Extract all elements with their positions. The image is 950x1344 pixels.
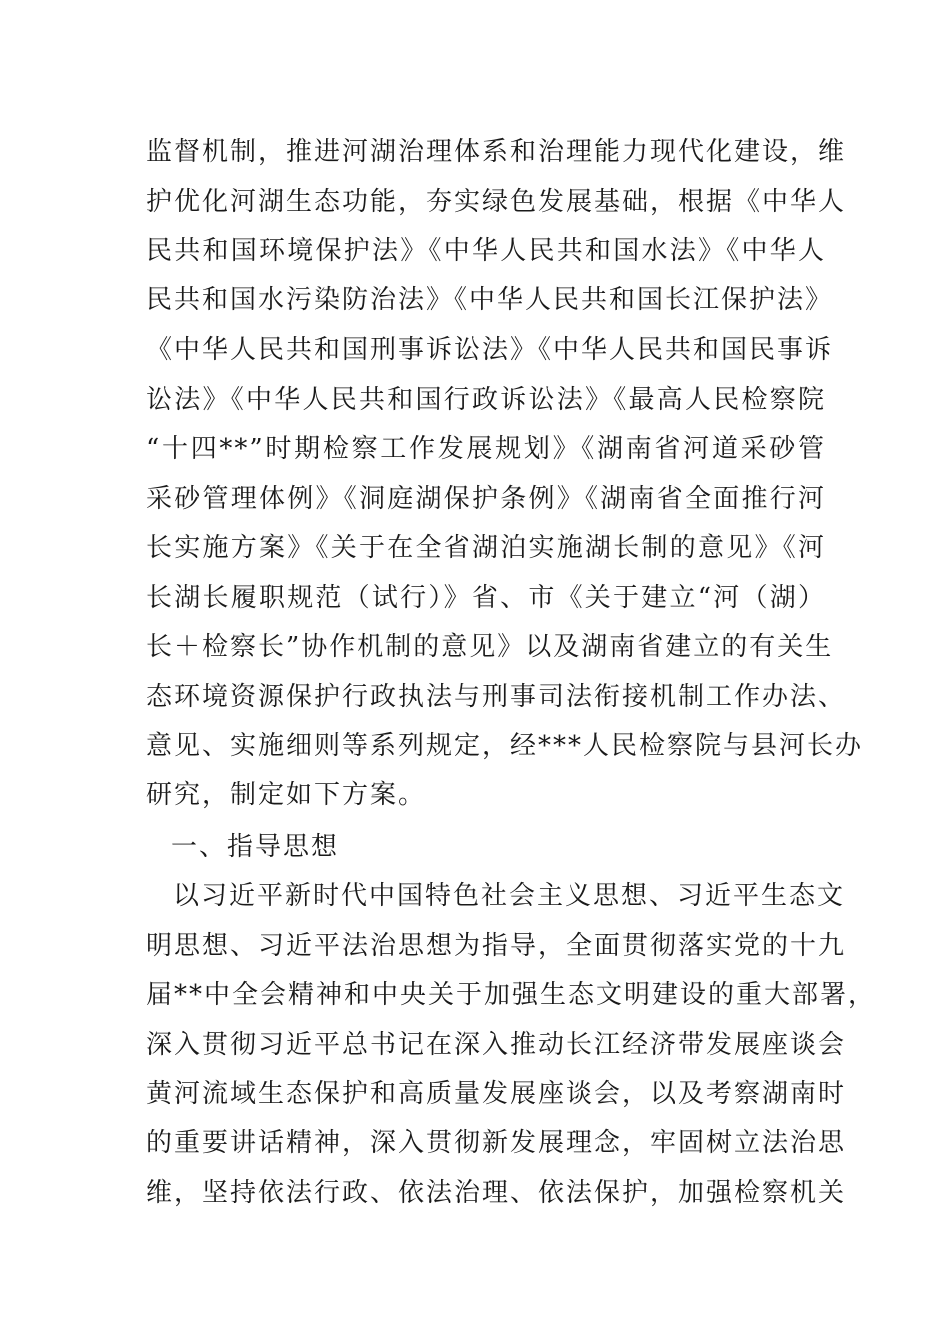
body-text-line: “十四**”时期检察工作发展规划》《湖南省河道采砂管 (146, 434, 826, 464)
body-text-line: 以习近平新时代中国特色社会主义思想、习近平生态文 (173, 881, 846, 911)
body-text-line: 民共和国环境保护法》《中华人民共和国水法》《中华人 (146, 236, 826, 266)
body-text-line: 维，坚持依法行政、依法治理、依法保护，加强检察机关 (146, 1178, 847, 1208)
body-text-line: 长湖长履职规范（试行）》省、市《关于建立“河（湖） (146, 583, 826, 613)
body-text-line: 研究，制定如下方案。 (146, 780, 427, 810)
body-text-line: 深入贯彻习近平总书记在深入推动长江经济带发展座谈会 (146, 1030, 847, 1060)
body-text-line: 意见、实施细则等系列规定，经***人民检察院与县河长办 (146, 731, 864, 761)
section-heading: 一、指导思想 (171, 832, 340, 862)
body-text-line: 黄河流域生态保护和高质量发展座谈会，以及考察湖南时 (146, 1079, 847, 1109)
body-text-line: 的重要讲话精神，深入贯彻新发展理念，牢固树立法治思 (146, 1128, 847, 1158)
body-text-line: 民共和国水污染防治法》《中华人民共和国长江保护法》 (146, 285, 834, 315)
body-text-line: 监督机制，推进河湖治理体系和治理能力现代化建设，维 (146, 137, 847, 167)
body-text-line: 采砂管理体例》《洞庭湖保护条例》《湖南省全面推行河 (146, 484, 826, 514)
body-text-line: 讼法》《中华人民共和国行政诉讼法》《最高人民检察院 (146, 385, 826, 415)
body-text-line: 《中华人民共和国刑事诉讼法》《中华人民共和国民事诉 (146, 335, 834, 365)
body-text-line: 护优化河湖生态功能，夯实绿色发展基础，根据《中华人 (146, 187, 847, 217)
body-text-line: 态环境资源保护行政执法与刑事司法衔接机制工作办法、 (146, 682, 847, 712)
body-text-line: 长＋检察长”协作机制的意见》以及湖南省建立的有关生 (146, 632, 834, 662)
body-text-line: 长实施方案》《关于在全省湖泊实施湖长制的意见》《河 (146, 533, 826, 563)
body-text-line: 明思想、习近平法治思想为指导，全面贯彻落实党的十九 (146, 931, 847, 961)
body-text-line: 届**中全会精神和中央关于加强生态文明建设的重大部署， (146, 980, 877, 1010)
